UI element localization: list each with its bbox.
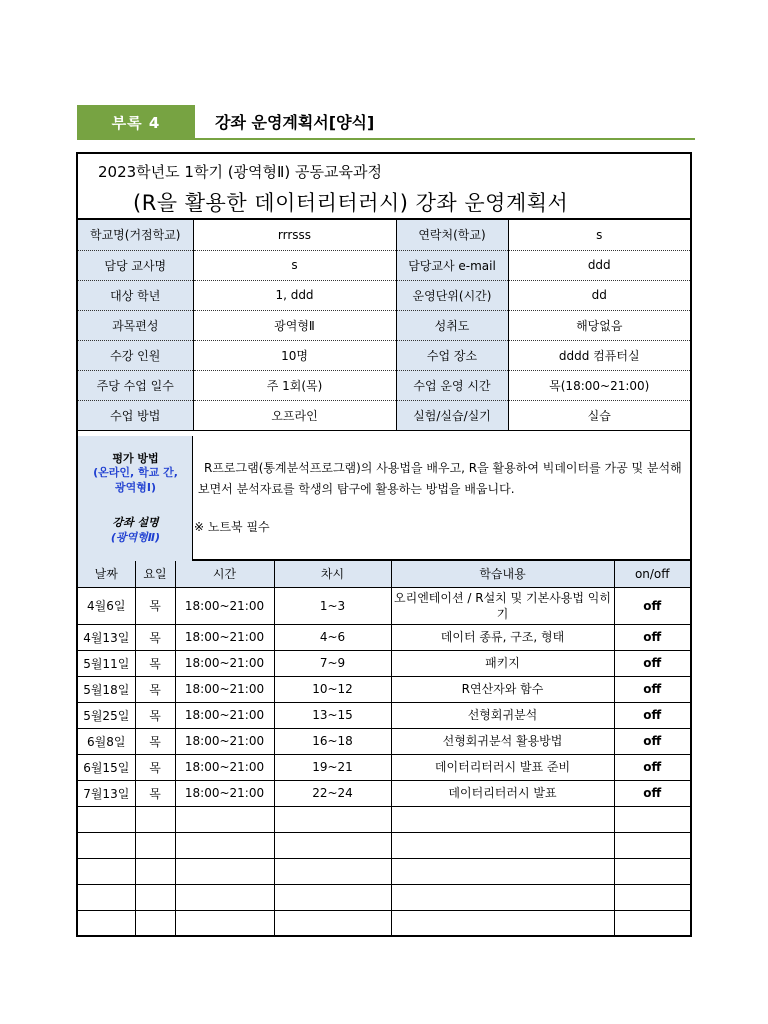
cell-date: 6월8일 [77, 728, 135, 754]
cell-content: 선형회귀분석 [391, 702, 614, 728]
cell-content [391, 858, 614, 884]
table-row [77, 858, 691, 884]
cell-content: 선형회귀분석 활용방법 [391, 728, 614, 754]
cell-content: R연산자와 함수 [391, 676, 614, 702]
cell-session: 22~24 [274, 780, 391, 806]
cell-date [77, 806, 135, 832]
info-value: 10명 [193, 340, 396, 370]
form-heading-subtitle: 2023학년도 1학기 (광역형Ⅱ) 공동교육과정 [98, 163, 382, 181]
cell-content: 데이터 종류, 구조, 형태 [391, 624, 614, 650]
info-table [78, 220, 690, 431]
cell-day: 목 [135, 780, 175, 806]
cell-day [135, 910, 175, 936]
info-label: 대상 학년 [78, 280, 193, 310]
table-row [77, 650, 691, 676]
course-description-note: ※ 노트북 필수 [194, 520, 270, 534]
cell-day: 목 [135, 650, 175, 676]
cell-session: 10~12 [274, 676, 391, 702]
cell-time [175, 884, 274, 910]
appendix-badge [77, 105, 195, 140]
table-row [77, 754, 691, 780]
info-value: 해당없음 [508, 310, 690, 340]
cell-day [135, 832, 175, 858]
course-description-text: R프로그램(통계분석프로그램)의 사용법을 배우고, R을 활용하여 빅데이터를 가공 및 분석해보면서 분석자료를 학생의 탐구에 활용하는 방법을 배웁니다. [198, 461, 682, 496]
cell-date: 5월11일 [77, 650, 135, 676]
cell-session [274, 910, 391, 936]
info-value: dd [508, 280, 690, 310]
eval-sub-line2: 광역형Ⅰ) [115, 481, 156, 494]
cell-date [77, 910, 135, 936]
table-row [77, 780, 691, 806]
info-value: 광역형Ⅱ [193, 310, 396, 340]
cell-date [77, 832, 135, 858]
cell-onoff [614, 806, 691, 832]
cell-session: 19~21 [274, 754, 391, 780]
info-label: 운영단위(시간) [396, 280, 508, 310]
cell-date: 4월6일 [77, 587, 135, 624]
cell-onoff [614, 910, 691, 936]
header-time: 시간 [175, 561, 274, 587]
info-value: ddd [508, 250, 690, 280]
eval-method-label: 평가 방법 [112, 452, 159, 465]
cell-time [175, 910, 274, 936]
header-date: 날짜 [77, 561, 135, 587]
cell-time: 18:00~21:00 [175, 754, 274, 780]
cell-day [135, 884, 175, 910]
schedule-header-row [77, 561, 691, 587]
cell-time: 18:00~21:00 [175, 587, 274, 624]
header-onoff: on/off [614, 561, 691, 587]
course-info-form [76, 152, 692, 561]
cell-time: 18:00~21:00 [175, 676, 274, 702]
cell-content: 데이터리터러시 발표 준비 [391, 754, 614, 780]
info-label: 주당 수업 일수 [78, 370, 193, 400]
table-row [77, 832, 691, 858]
info-value: 목(18:00~21:00) [508, 370, 690, 400]
cell-content: 데이터리터러시 발표 [391, 780, 614, 806]
form-heading [78, 154, 690, 220]
info-label: 수강 인원 [78, 340, 193, 370]
header-day: 요일 [135, 561, 175, 587]
cell-onoff: off [614, 587, 691, 624]
appendix-label: 부록 4 [111, 114, 161, 132]
cell-onoff [614, 832, 691, 858]
info-row [78, 400, 690, 430]
info-label: 학교명(거점학교) [78, 220, 193, 250]
schedule-table [76, 561, 692, 937]
course-description-label: 강좌 설명 [112, 516, 159, 529]
description-labels [78, 436, 193, 561]
header-divider [195, 138, 695, 140]
cell-session: 7~9 [274, 650, 391, 676]
cell-content: 오리엔테이션 / R설치 및 기본사용법 익히기 [391, 587, 614, 624]
cell-session [274, 806, 391, 832]
info-value: 실습 [508, 400, 690, 430]
cell-content [391, 910, 614, 936]
cell-onoff: off [614, 650, 691, 676]
info-label: 수업 방법 [78, 400, 193, 430]
cell-session [274, 884, 391, 910]
info-label: 담당 교사명 [78, 250, 193, 280]
document-title: 강좌 운영계획서[양식] [215, 113, 375, 132]
info-row [78, 280, 690, 310]
cell-day: 목 [135, 624, 175, 650]
info-row [78, 310, 690, 340]
cell-time [175, 858, 274, 884]
cell-onoff [614, 858, 691, 884]
cell-day [135, 858, 175, 884]
cell-session [274, 832, 391, 858]
table-row [77, 587, 691, 624]
cell-session: 1~3 [274, 587, 391, 624]
cell-session: 13~15 [274, 702, 391, 728]
info-row [78, 340, 690, 370]
cell-day: 목 [135, 587, 175, 624]
info-row [78, 250, 690, 280]
cell-date: 5월18일 [77, 676, 135, 702]
info-value: 오프라인 [193, 400, 396, 430]
info-row [78, 220, 690, 250]
cell-day: 목 [135, 702, 175, 728]
info-label: 연락처(학교) [396, 220, 508, 250]
cell-onoff: off [614, 702, 691, 728]
cell-content: 패키지 [391, 650, 614, 676]
info-value: s [508, 220, 690, 250]
cell-date: 5월25일 [77, 702, 135, 728]
cell-date: 6월15일 [77, 754, 135, 780]
course-description-sublabel: (광역형Ⅱ) [110, 531, 161, 544]
info-label: 실험/실습/실기 [396, 400, 508, 430]
cell-onoff: off [614, 676, 691, 702]
cell-day: 목 [135, 754, 175, 780]
table-row [77, 806, 691, 832]
info-label: 담당교사 e-mail [396, 250, 508, 280]
form-heading-title: (R을 활용한 데이터리터러시) 강좌 운영계획서 [133, 191, 569, 215]
cell-date [77, 884, 135, 910]
info-row [78, 370, 690, 400]
cell-content [391, 806, 614, 832]
cell-onoff: off [614, 624, 691, 650]
cell-onoff [614, 884, 691, 910]
info-label: 수업 장소 [396, 340, 508, 370]
cell-day [135, 806, 175, 832]
info-value: s [193, 250, 396, 280]
cell-time: 18:00~21:00 [175, 728, 274, 754]
cell-content [391, 832, 614, 858]
description-section [78, 436, 690, 561]
eval-method-sublabel [78, 465, 193, 495]
header-content: 학습내용 [391, 561, 614, 587]
cell-session: 4~6 [274, 624, 391, 650]
cell-onoff: off [614, 728, 691, 754]
header-session: 차시 [274, 561, 391, 587]
cell-time [175, 832, 274, 858]
cell-date: 4월13일 [77, 624, 135, 650]
cell-date [77, 858, 135, 884]
cell-session [274, 858, 391, 884]
table-row [77, 676, 691, 702]
info-value: 1, ddd [193, 280, 396, 310]
table-row [77, 728, 691, 754]
eval-sub-line1: (온라인, 학교 간, [93, 466, 178, 479]
cell-content [391, 884, 614, 910]
info-value: rrrsss [193, 220, 396, 250]
cell-time: 18:00~21:00 [175, 624, 274, 650]
table-row [77, 624, 691, 650]
cell-date: 7월13일 [77, 780, 135, 806]
cell-time [175, 806, 274, 832]
cell-time: 18:00~21:00 [175, 780, 274, 806]
info-label: 과목편성 [78, 310, 193, 340]
cell-time: 18:00~21:00 [175, 702, 274, 728]
cell-time: 18:00~21:00 [175, 650, 274, 676]
info-label: 성취도 [396, 310, 508, 340]
cell-day: 목 [135, 676, 175, 702]
cell-day: 목 [135, 728, 175, 754]
table-row [77, 884, 691, 910]
cell-onoff: off [614, 780, 691, 806]
info-value: 주 1회(목) [193, 370, 396, 400]
info-value: dddd 컴퓨터실 [508, 340, 690, 370]
table-row [77, 910, 691, 936]
cell-session: 16~18 [274, 728, 391, 754]
table-row [77, 702, 691, 728]
cell-onoff: off [614, 754, 691, 780]
info-label: 수업 운영 시간 [396, 370, 508, 400]
